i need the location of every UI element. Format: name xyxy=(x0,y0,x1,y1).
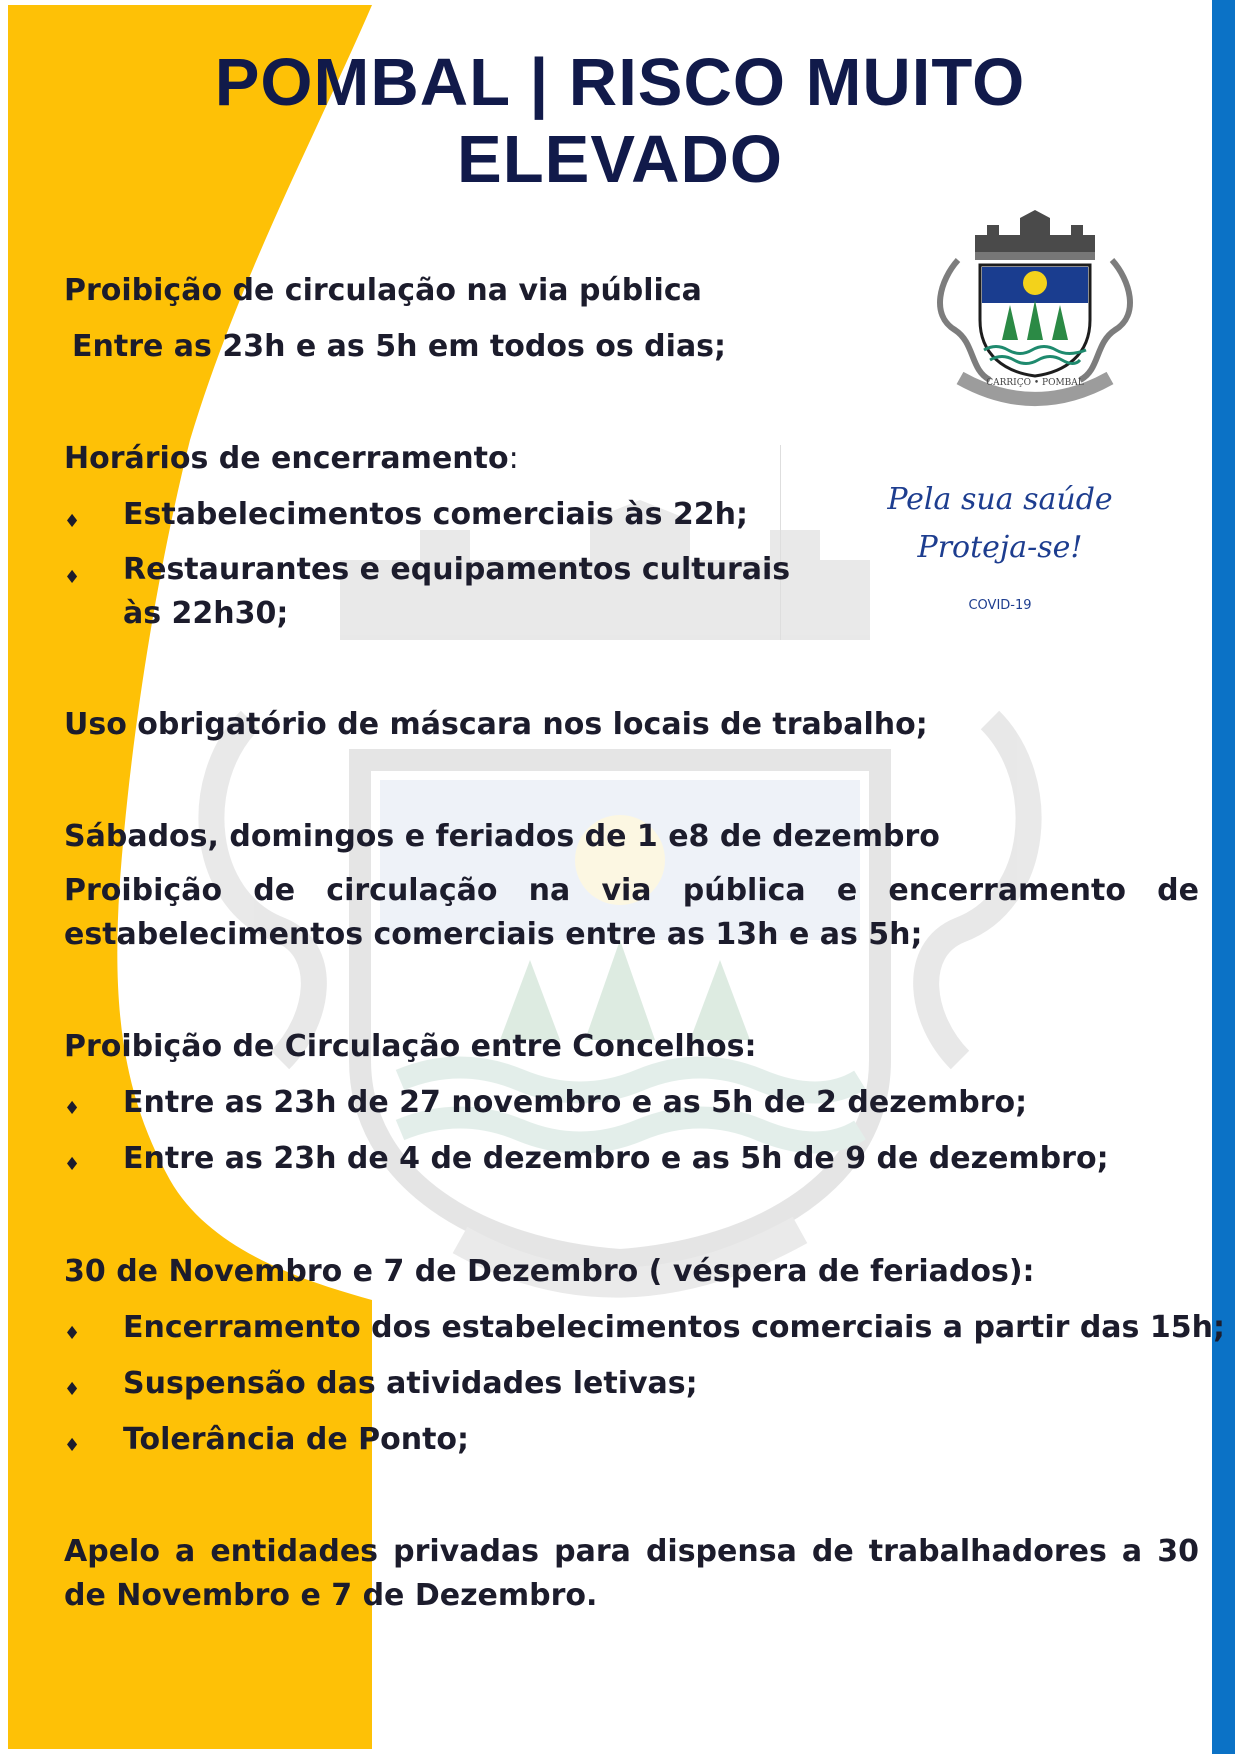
eve-heading: 30 de Novembro e 7 de Dezembro ( véspera de feriados): xyxy=(64,1254,1035,1289)
bullet-icon: ♦ xyxy=(64,1435,81,1456)
eve-item-3: Tolerância de Ponto; xyxy=(123,1422,470,1457)
weekends-heading: Sábados, domingos e feriados de 1 e8 de dezembro xyxy=(64,819,940,854)
bullet-icon: ♦ xyxy=(64,567,81,588)
logo-ribbon-text: CARRIÇO • POMBAL xyxy=(986,378,1084,388)
closing-heading xyxy=(64,441,519,476)
bullet-icon: ♦ xyxy=(64,511,81,532)
mask-rest: de máscara nos locais de trabalho; xyxy=(326,707,928,742)
closing-heading-text: Horários de encerramento xyxy=(64,441,509,476)
appeal-text: Apelo a entidades privadas para dispensa de trabalhadores a 30 de Novembro e 7 de Dezembro. xyxy=(64,1534,1199,1613)
eve-item-2: Suspensão das atividades letivas; xyxy=(123,1366,698,1401)
weekends-text-b: entre as 13h e as 5h; xyxy=(565,917,923,952)
municipalities-item-1: Entre as 23h de 27 novembro e as 5h de 2 dezembro; xyxy=(123,1085,1028,1120)
covid-tag: COVID-19 xyxy=(968,598,1032,613)
weekends-text xyxy=(64,869,1199,957)
mask-line xyxy=(64,707,928,742)
bullet-icon: ♦ xyxy=(64,1323,81,1344)
bullet-icon: ♦ xyxy=(64,1379,81,1400)
closing-item-2: Restaurantes e equipamentos culturais xyxy=(123,552,791,587)
circulation-line: Entre as 23h e as 5h em todos os dias; xyxy=(72,329,727,364)
slogan-line-2: Proteja-se! xyxy=(917,530,1083,565)
eve-item-1: Encerramento dos estabelecimentos comerciais a partir das 15h; xyxy=(123,1310,1225,1345)
weekends-text-a: Proibição de circulação na via pública e encerramento de estabelecimentos comerciais xyxy=(64,873,1199,952)
coat-of-arms-icon xyxy=(940,210,1130,399)
municipalities-heading: Proibição de Circulação entre Concelhos: xyxy=(64,1029,757,1064)
municipalities-item-2: Entre as 23h de 4 de dezembro e as 5h de 9 de dezembro; xyxy=(123,1141,1109,1176)
bullet-icon: ♦ xyxy=(64,1098,81,1119)
closing-heading-colon: : xyxy=(508,441,519,476)
page-title: POMBAL | RISCO MUITO ELEVADO xyxy=(214,45,1026,197)
bullet-icon: ♦ xyxy=(64,1154,81,1175)
mask-strong: Uso obrigatório xyxy=(64,707,327,742)
divider-line xyxy=(780,445,781,640)
closing-item-1: Estabelecimentos comerciais às 22h; xyxy=(123,497,749,532)
circulation-heading: Proibição de circulação na via pública xyxy=(64,273,702,308)
blue-side-stripe xyxy=(1212,0,1235,1754)
slogan-line-1: Pela sua saúde xyxy=(887,482,1113,517)
closing-item-2-cont: às 22h30; xyxy=(123,596,289,631)
